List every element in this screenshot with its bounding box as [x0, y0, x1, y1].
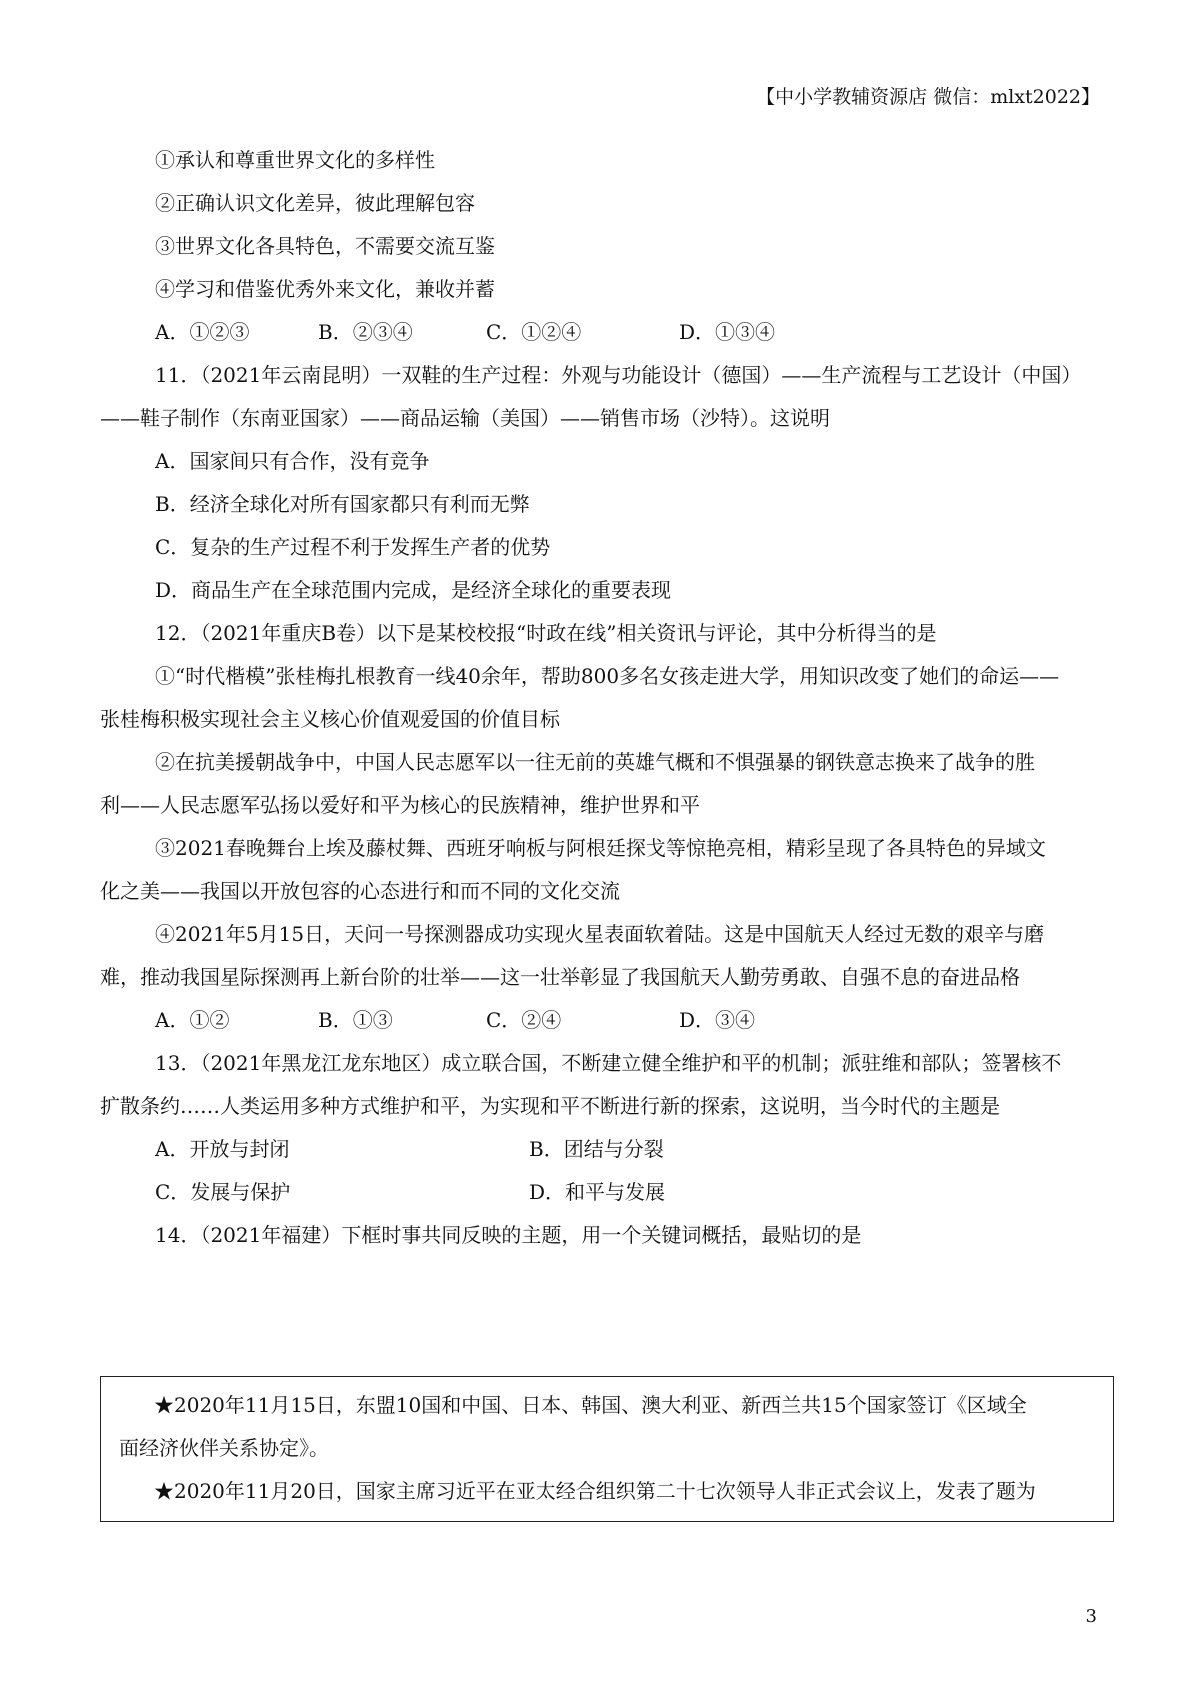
q10-statement-2: ②正确认识文化差异，彼此理解包容: [155, 191, 475, 215]
q11-option-b: B．经济全球化对所有国家都只有利而无弊: [155, 492, 530, 516]
q12-option-b: B．①③: [318, 1008, 393, 1032]
q12-statement-4-line2: 难，推动我国星际探测再上新台阶的壮举——这一壮举彰显了我国航天人勤劳勇敢、自强不息的奋进品格: [100, 965, 1020, 989]
q12-statement-1-line1: ①“时代楷模”张桂梅扎根教育一线40余年，帮助800多名女孩走进大学，用知识改变了她们的命运——: [155, 664, 1060, 688]
q14-stem: 14．（2021年福建）下框时事共同反映的主题，用一个关键词概括，最贴切的是: [155, 1223, 862, 1247]
q11-stem-line1: 11．（2021年云南昆明）一双鞋的生产过程：外观与功能设计（德国）——生产流程与工艺设计（中国）: [155, 363, 1082, 387]
q13-option-d: D．和平与发展: [529, 1180, 666, 1204]
q12-statement-2-line2: 利——人民志愿军弘扬以爱好和平为核心的民族精神，维护世界和平: [100, 793, 700, 817]
q10-option-b: B．②③④: [318, 320, 413, 344]
q13-option-b: B．团结与分裂: [529, 1137, 664, 1161]
q10-statement-4: ④学习和借鉴优秀外来文化，兼收并蓄: [155, 277, 495, 301]
q11-option-a: A．国家间只有合作，没有竞争: [155, 449, 430, 473]
q10-statement-1: ①承认和尊重世界文化的多样性: [155, 148, 435, 172]
q12-statement-4-line1: ④2021年5月15日，天问一号探测器成功实现火星表面软着陆。这是中国航天人经过无数的艰辛与磨: [155, 922, 1045, 946]
page-number: 3: [1085, 1606, 1097, 1627]
q11-option-d: D．商品生产在全球范围内完成，是经济全球化的重要表现: [155, 578, 672, 602]
q12-option-c: C．②④: [486, 1008, 562, 1032]
q10-option-c: C．①②④: [486, 320, 582, 344]
q12-statement-3-line1: ③2021春晚舞台上埃及藤杖舞、西班牙响板与阿根廷探戈等惊艳亮相，精彩呈现了各具特色的异域文: [155, 836, 1046, 860]
q13-stem-line2: 扩散条约……人类运用多种方式维护和平，为实现和平不断进行新的探索，这说明，当今时代的主题是: [100, 1094, 1000, 1118]
q12-statement-3-line2: 化之美——我国以开放包容的心态进行和而不同的文化交流: [100, 879, 620, 903]
q12-statement-1-line2: 张桂梅积极实现社会主义核心价值观爱国的价值目标: [100, 707, 560, 731]
q10-statement-3: ③世界文化各具特色，不需要交流互鉴: [155, 234, 495, 258]
q11-option-c: C．复杂的生产过程不利于发挥生产者的优势: [155, 535, 551, 559]
q14-box-item1-line2: 面经济伙伴关系协定》。: [119, 1436, 329, 1460]
q12-statement-2-line1: ②在抗美援朝战争中，中国人民志愿军以一往无前的英雄气概和不惧强暴的钢铁意志换来了战争的胜: [155, 750, 1035, 774]
q10-option-a: A．①②③: [155, 320, 250, 344]
q12-stem: 12．（2021年重庆B卷）以下是某校校报“时政在线”相关资讯与评论，其中分析得当的是: [155, 621, 937, 645]
q14-box-item2-line1: ★2020年11月20日，国家主席习近平在亚太经合组织第二十七次领导人非正式会议上，发表了题为: [154, 1479, 1036, 1503]
q12-option-d: D．③④: [679, 1008, 756, 1032]
q14-box-item1-line1: ★2020年11月15日，东盟10国和中国、日本、韩国、澳大利亚、新西兰共15个国家签订《区域全: [154, 1393, 1027, 1417]
page-header: 【中小学教辅资源店 微信：mlxt2022】: [756, 86, 1100, 108]
q13-option-c: C．发展与保护: [155, 1180, 291, 1204]
q14-news-box: [100, 1376, 1114, 1522]
q12-option-a: A．①②: [155, 1008, 230, 1032]
q13-stem-line1: 13．（2021年黑龙江龙东地区）成立联合国，不断建立健全维护和平的机制；派驻维和部队；签署核不: [155, 1051, 1062, 1075]
q11-stem-line2: ——鞋子制作（东南亚国家）——商品运输（美国）——销售市场（沙特）。这说明: [100, 406, 830, 430]
q13-option-a: A．开放与封闭: [155, 1137, 290, 1161]
q10-option-d: D．①③④: [679, 320, 776, 344]
